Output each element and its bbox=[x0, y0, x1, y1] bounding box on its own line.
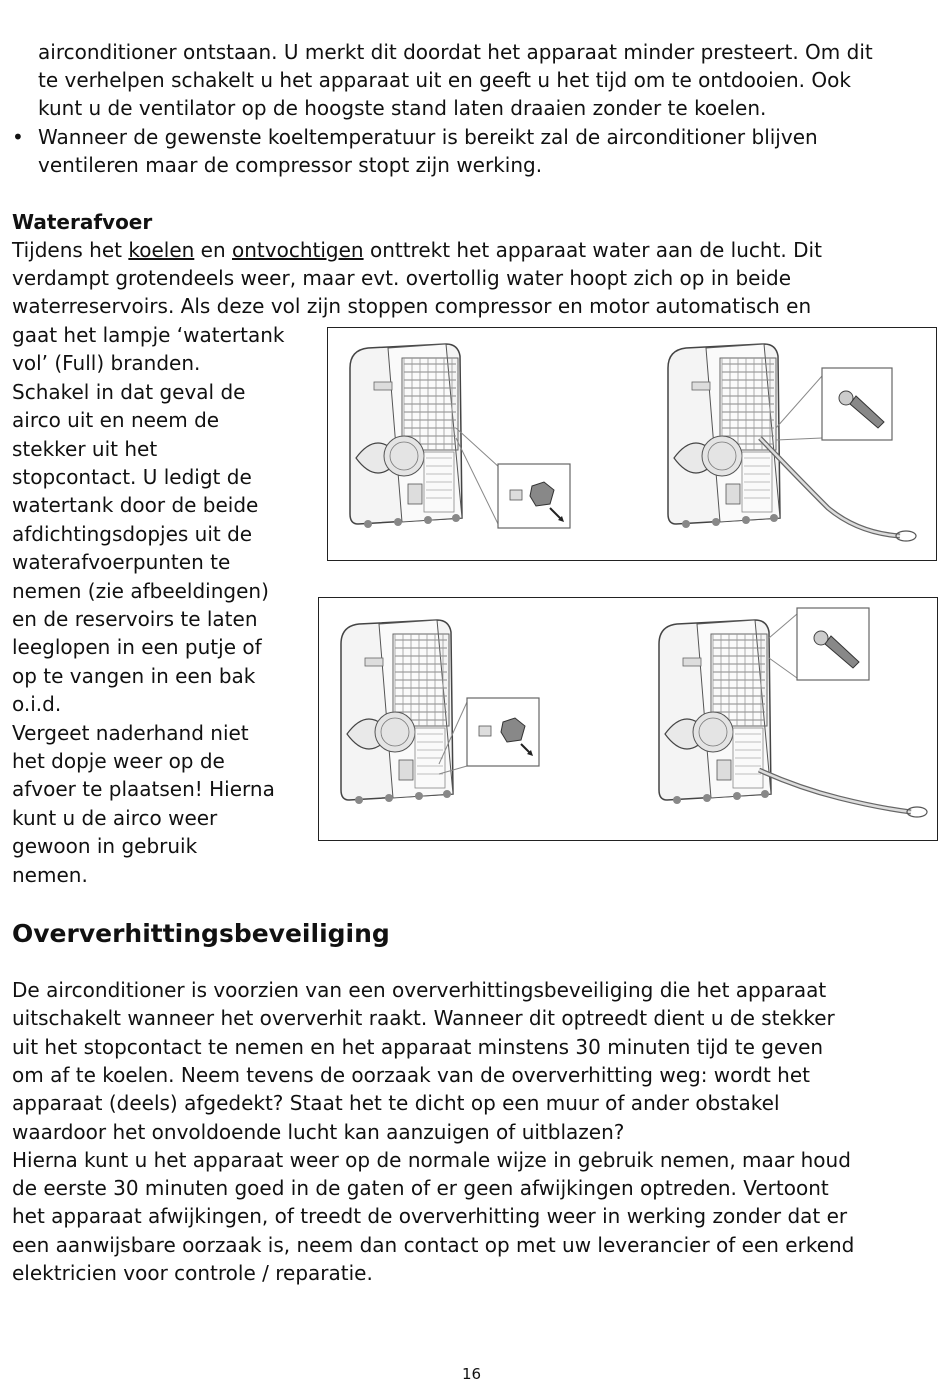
waterafvoer-narrow-line: leeglopen in een putje of bbox=[12, 635, 262, 660]
oververhitting-line: apparaat (deels) afgedekt? Staat het te dicht op een muur of ander obstakel bbox=[12, 1091, 780, 1116]
page-number: 16 bbox=[461, 1365, 482, 1383]
intro-line-1: airconditioner ontstaan. U merkt dit doordat het apparaat minder presteert. Om dit bbox=[38, 40, 873, 64]
oververhitting-line: De airconditioner is voorzien van een oververhittingsbeveiliging die het apparaat bbox=[12, 978, 827, 1002]
intro-line-3: kunt u de ventilator op de hoogste stand laten draaien zonder te koelen. bbox=[38, 96, 767, 120]
intro-line-2: te verhelpen schakelt u het apparaat uit en geeft u het tijd om te ontdooien. Ook bbox=[38, 68, 851, 92]
waterafvoer-narrow-line: vol’ (Full) branden. bbox=[12, 351, 201, 376]
section-heading-oververhittingsbeveiliging: Oververhittingsbeveiliging bbox=[12, 919, 390, 948]
waterafvoer-narrow-line: Vergeet naderhand niet bbox=[12, 720, 249, 745]
waterafvoer-line-3: waterreservoirs. Als deze vol zijn stoppen compressor en motor automatisch en bbox=[12, 294, 812, 318]
waterafvoer-narrow-line: stopcontact. U ledigt de bbox=[12, 465, 252, 489]
waterafvoer-narrow-line: waterafvoerpunten te bbox=[12, 550, 231, 575]
waterafvoer-narrow-line: kunt u de airco weer bbox=[12, 805, 218, 830]
aircon-unit-illustration bbox=[350, 344, 462, 528]
bullet-line-2: ventileren maar de compressor stopt zijn werking. bbox=[38, 153, 543, 177]
oververhitting-line: het apparaat afwijkingen, of treedt de oververhitting weer in werking zonder dat er bbox=[12, 1204, 848, 1229]
figure-drain-top bbox=[327, 327, 937, 561]
waterafvoer-line-2: verdampt grotendeels weer, maar evt. overtollig water hoopt zich op in beide bbox=[12, 266, 791, 290]
bullet-dot: • bbox=[12, 125, 24, 149]
oververhitting-line: de eerste 30 minuten goed in de gaten of er geen afwijkingen optreden. Vertoont bbox=[12, 1176, 829, 1201]
oververhitting-line: uit het stopcontact te nemen en het apparaat minstens 30 minuten tijd te geven bbox=[12, 1034, 824, 1059]
underlined-koelen: koelen bbox=[128, 238, 195, 262]
oververhitting-line: een aanwijsbare oorzaak is, neem dan contact op met uw leverancier of een erkend bbox=[12, 1232, 855, 1257]
aircon-unit-illustration bbox=[659, 620, 771, 804]
waterafvoer-narrow-line: nemen. bbox=[12, 862, 88, 887]
waterafvoer-line-1 bbox=[12, 236, 822, 264]
waterafvoer-narrow-line: op te vangen in een bak bbox=[12, 663, 256, 688]
oververhitting-line: elektricien voor controle / reparatie. bbox=[12, 1261, 373, 1285]
waterafvoer-narrow-line: gewoon in gebruik bbox=[12, 834, 198, 859]
aircon-unit-illustration bbox=[668, 344, 780, 528]
oververhitting-line: uitschakelt wanneer het oververhit raakt. Wanneer dit optreedt dient u de stekker bbox=[12, 1006, 835, 1031]
drain-hose-illustration bbox=[759, 631, 927, 817]
underlined-ontvochtigen: ontvochtigen bbox=[232, 238, 364, 262]
waterafvoer-narrow-line: Schakel in dat geval de bbox=[12, 379, 246, 404]
waterafvoer-narrow-line: o.i.d. bbox=[12, 692, 62, 717]
text-segment: Tijdens het bbox=[12, 238, 129, 262]
waterafvoer-narrow-line: gaat het lampje ‘watertank bbox=[12, 323, 285, 347]
waterafvoer-narrow-line: en de reservoirs te laten bbox=[12, 607, 258, 631]
bullet-line-1: Wanneer de gewenste koeltemperatuur is bereikt zal de airconditioner blijven bbox=[38, 125, 818, 149]
aircon-unit-illustration bbox=[341, 620, 453, 804]
oververhitting-line: om af te koelen. Neem tevens de oorzaak van de oververhitting weg: wordt het bbox=[12, 1062, 810, 1087]
oververhitting-line: Hierna kunt u het apparaat weer op de normale wijze in gebruik nemen, maar houd bbox=[12, 1147, 851, 1172]
waterafvoer-narrow-line: afvoer te plaatsen! Hierna bbox=[12, 777, 275, 802]
text-segment: en bbox=[194, 238, 233, 262]
figure-drain-bottom bbox=[318, 597, 938, 841]
waterafvoer-narrow-line: watertank door de beide bbox=[12, 493, 259, 518]
waterafvoer-narrow-line: airco uit en neem de bbox=[12, 408, 220, 433]
waterafvoer-narrow-line: het dopje weer op de bbox=[12, 749, 225, 773]
waterafvoer-narrow-line: stekker uit het bbox=[12, 436, 158, 461]
waterafvoer-narrow-line: afdichtingsdopjes uit de bbox=[12, 521, 253, 546]
oververhitting-line: waardoor het onvoldoende lucht kan aanzuigen of uitblazen? bbox=[12, 1119, 625, 1144]
section-heading-waterafvoer: Waterafvoer bbox=[12, 210, 153, 234]
text-segment: onttrekt het apparaat water aan de lucht. Dit bbox=[363, 238, 822, 262]
waterafvoer-narrow-line: nemen (zie afbeeldingen) bbox=[12, 578, 269, 603]
